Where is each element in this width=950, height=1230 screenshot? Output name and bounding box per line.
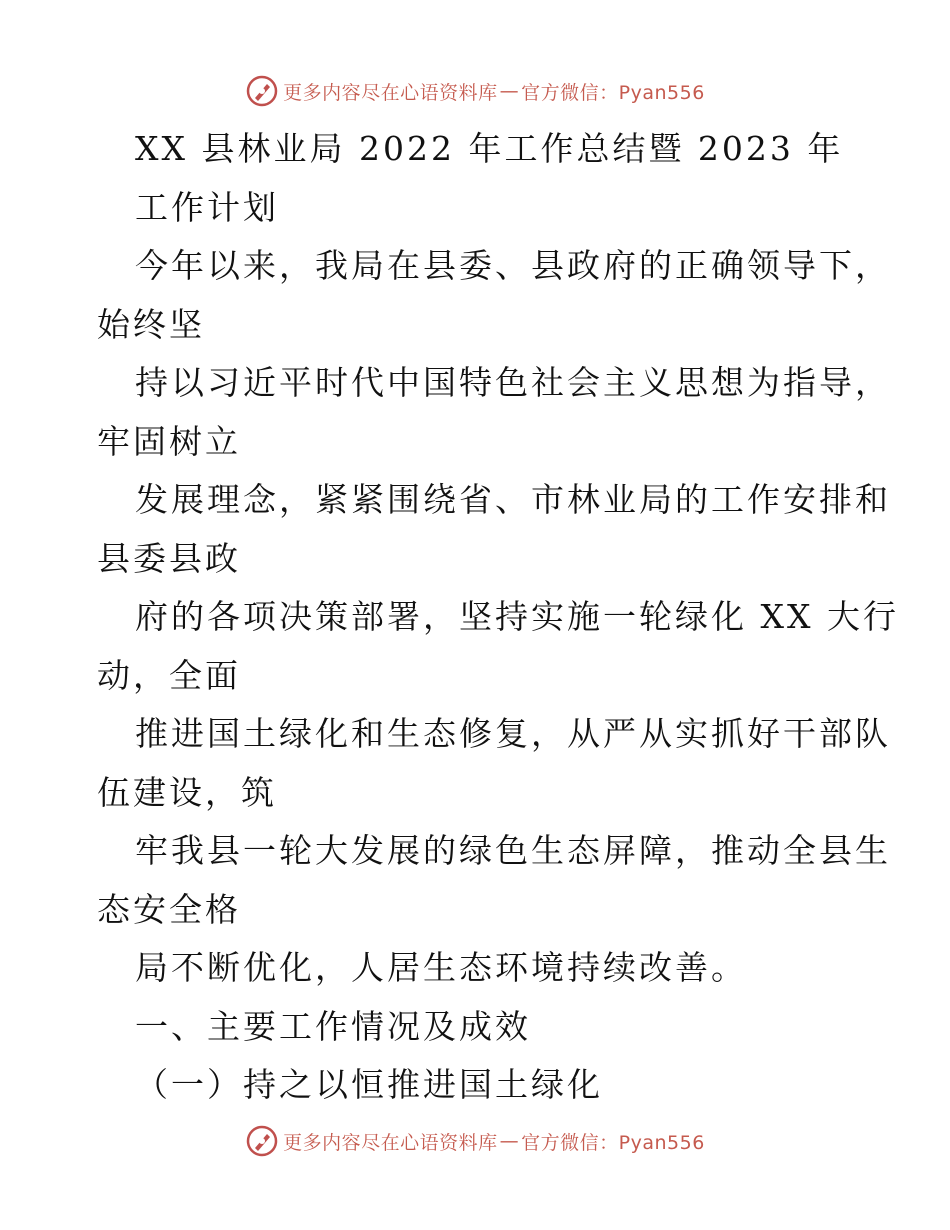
- watermark-separator: —: [499, 80, 520, 102]
- pen-circle-logo-icon: [245, 1124, 279, 1158]
- doc-title-line-1: XX 县林业局 2022 年工作总结暨 2023 年: [135, 129, 844, 168]
- doc-line-8: 县委县政: [97, 538, 241, 578]
- doc-title-line-2: 工作计划: [135, 187, 279, 227]
- watermark-official: 官方微信：Pyan556: [521, 1131, 705, 1154]
- doc-line-15: 局不断优化，人居生态环境持续改善。: [135, 948, 747, 987]
- watermark-separator: —: [499, 1130, 520, 1152]
- doc-line-14: 态安全格: [97, 889, 241, 929]
- doc-line-7: 发展理念，紧紧围绕省、市林业局的工作安排和: [135, 480, 891, 519]
- doc-line-11: 推进国土绿化和生态修复，从严从实抓好干部队: [135, 714, 891, 753]
- doc-line-9: 府的各项决策部署，坚持实施一轮绿化 XX 大行: [135, 597, 899, 636]
- watermark-official: 官方微信：Pyan556: [521, 81, 705, 104]
- doc-line-12: 伍建设，筑: [97, 772, 277, 812]
- watermark-footer: [0, 1124, 950, 1158]
- watermark-text: 更多内容尽在心语资料库: [283, 1131, 498, 1154]
- doc-line-5: 持以习近平时代中国特色社会主义思想为指导，: [135, 363, 891, 402]
- section-heading: 一、主要工作情况及成效: [135, 1006, 531, 1046]
- subsection-heading: （一）持之以恒推进国土绿化: [135, 1065, 603, 1104]
- pen-circle-logo-icon: [245, 74, 279, 108]
- doc-line-6: 牢固树立: [97, 421, 241, 461]
- doc-line-13: 牢我县一轮大发展的绿色生态屏障，推动全县生: [135, 831, 891, 870]
- watermark-text: 更多内容尽在心语资料库: [283, 81, 498, 104]
- watermark-header: [0, 74, 950, 108]
- doc-line-4: 始终坚: [97, 304, 205, 344]
- doc-line-10: 动，全面: [97, 655, 241, 695]
- document-body: [97, 120, 899, 1115]
- doc-line-3: 今年以来，我局在县委、县政府的正确领导下，: [135, 246, 891, 285]
